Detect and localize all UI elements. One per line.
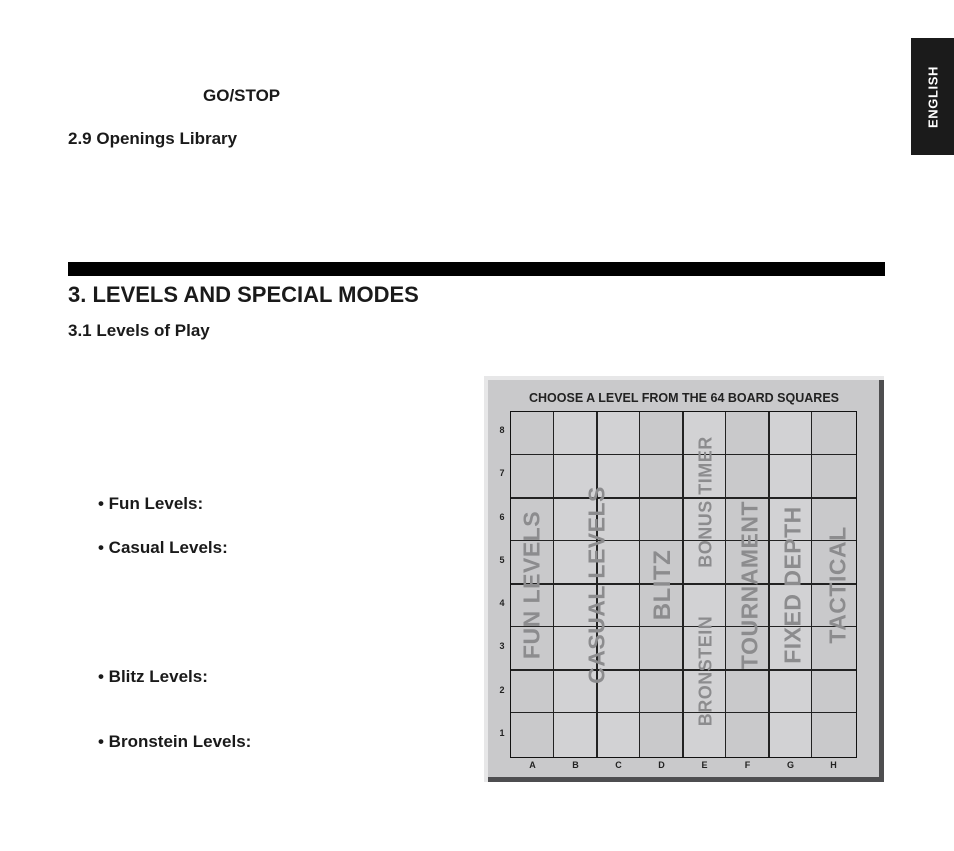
bullet-bronstein-levels: • Bronstein Levels: (98, 732, 252, 751)
openings-library-heading: 2.9 Openings Library (68, 129, 238, 148)
section-divider (68, 262, 885, 276)
grid-line (511, 454, 856, 455)
fixed-depth-label: FIXED DEPTH (779, 506, 806, 664)
rank-label: 6 (499, 512, 505, 522)
fun-levels-label: FUN LEVELS (518, 510, 545, 660)
file-label: C (615, 760, 622, 770)
tournament-label: TOURNAMENT (736, 500, 763, 670)
tactical-label: TACTICAL (824, 526, 851, 644)
file-label: H (830, 760, 837, 770)
rank-label: 8 (499, 425, 505, 435)
bonus-timer-label: BONUS TIMER (695, 436, 716, 568)
rank-label: 2 (499, 685, 505, 695)
rank-label: 3 (499, 641, 505, 651)
levels-of-play-heading: 3.1 Levels of Play (68, 321, 210, 340)
grid-line (511, 712, 856, 713)
file-label: F (744, 760, 751, 770)
language-tab-label: ENGLISH (925, 65, 940, 128)
rank-label: 1 (499, 728, 505, 738)
file-label: E (701, 760, 708, 770)
bullet-casual-levels: • Casual Levels: (98, 538, 228, 557)
grid-line (511, 669, 856, 671)
file-label: D (658, 760, 665, 770)
bullet-blitz-levels: • Blitz Levels: (98, 667, 208, 686)
grid-line (511, 497, 856, 499)
board-title: CHOOSE A LEVEL FROM THE 64 BOARD SQUARES (529, 391, 839, 405)
bullet-fun-levels: • Fun Levels: (98, 494, 204, 513)
section-heading: 3. LEVELS AND SPECIAL MODES (68, 282, 419, 307)
rank-label: 4 (499, 598, 505, 608)
rank-label: 7 (499, 468, 505, 478)
file-label: B (572, 760, 579, 770)
go-stop-key-label: GO/STOP (203, 86, 281, 105)
bronstein-label: BRONSTEIN (695, 615, 716, 727)
file-label: A (529, 760, 536, 770)
language-tab (911, 38, 954, 155)
file-label: G (786, 760, 794, 770)
blitz-label: BLITZ (649, 549, 676, 621)
casual-levels-label: CASUAL LEVELS (583, 486, 610, 684)
rank-label: 5 (499, 555, 505, 565)
